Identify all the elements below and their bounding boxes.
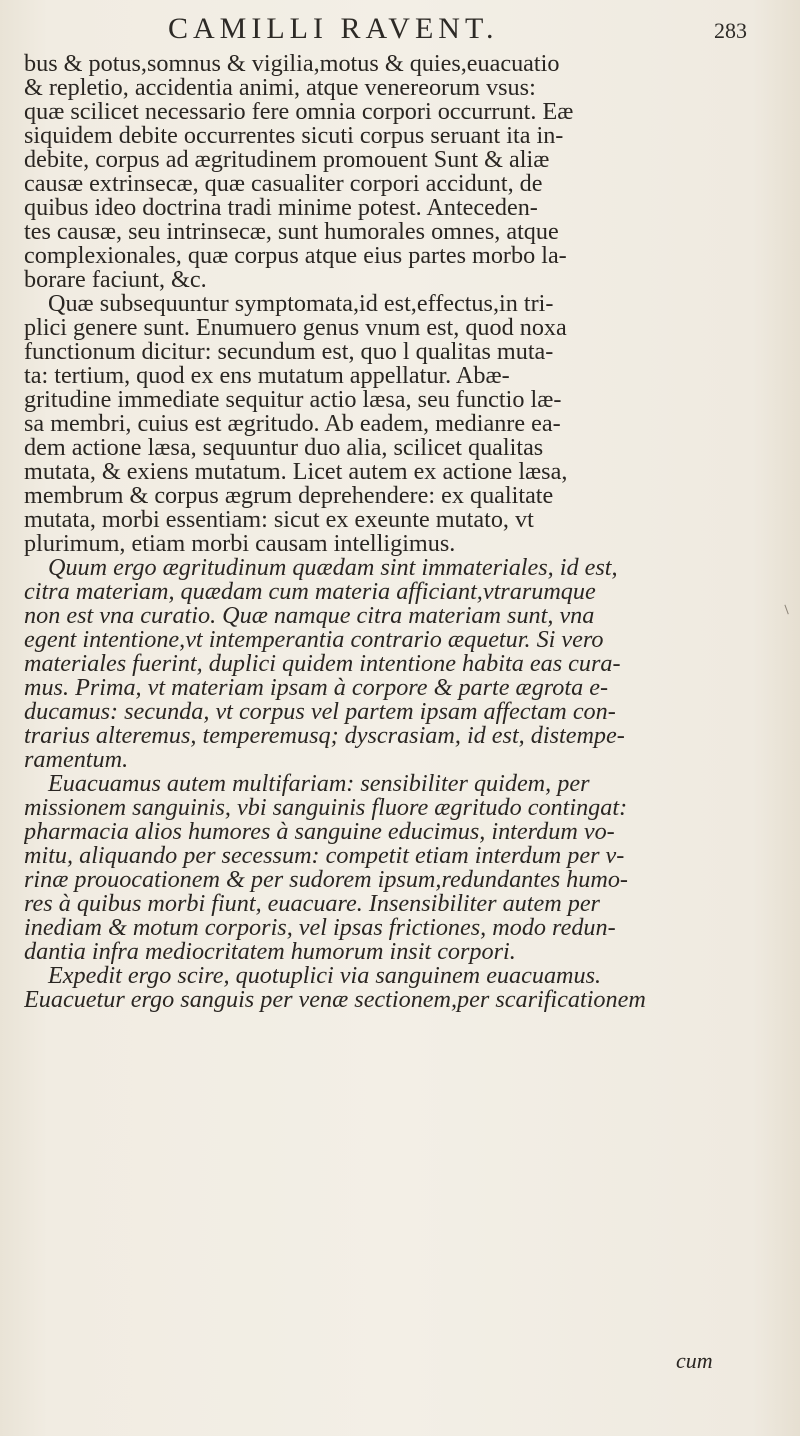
text-line: dem actione læsa, sequuntur duo alia, scilicet qualitas: [24, 436, 544, 460]
text-line: mutata, & exiens mutatum. Licet autem ex actione læsa,: [24, 460, 568, 484]
text-line: ramentum.: [24, 748, 129, 772]
text-line: Quum ergo ægritudinum quædam sint immateriales, id est,: [48, 556, 618, 580]
text-line: plici genere sunt. Enumuero genus vnum est, quod noxa: [24, 316, 567, 340]
text-line: egent intentione,vt intemperantia contrario æquetur. Si vero: [24, 628, 604, 652]
text-line: rinæ prouocationem & per sudorem ipsum,redundantes humo-: [24, 868, 628, 892]
text-line: functionum dicitur: secundum est, quo l qualitas muta-: [24, 340, 554, 364]
text-line: res à quibus morbi fiunt, euacuare. Insensibiliter autem per: [24, 892, 600, 916]
body-text: [24, 52, 772, 1012]
text-line: trarius alteremus, temperemusq; dyscrasiam, id est, distempe-: [24, 724, 625, 748]
text-line: siquidem debite occurrentes sicuti corpus seruant ita in-: [24, 124, 564, 148]
text-line: inediam & motum corporis, vel ipsas frictiones, modo redun-: [24, 916, 616, 940]
text-line: borare faciunt, &c.: [24, 268, 207, 292]
text-line: Expedit ergo scire, quotuplici via sanguinem euacuamus.: [48, 964, 602, 988]
text-line: mutata, morbi essentiam: sicut ex exeunte mutato, vt: [24, 508, 534, 532]
margin-mark: [784, 604, 791, 615]
text-line: causæ extrinsecæ, quæ casualiter corpori accidunt, de: [24, 172, 543, 196]
text-line: bus & potus,somnus & vigilia,motus & quies,euacuatio: [24, 52, 560, 76]
text-line: Quæ subsequuntur symptomata,id est,effectus,in tri-: [48, 292, 554, 316]
text-line: sa membri, cuius est ægritudo. Ab eadem, medianre ea-: [24, 412, 561, 436]
text-line: citra materiam, quædam cum materia afficiant,vtrarumque: [24, 580, 596, 604]
text-line: Euacuamus autem multifariam: sensibiliter quidem, per: [48, 772, 590, 796]
text-line: pharmacia alios humores à sanguine educimus, interdum vo-: [24, 820, 615, 844]
text-line: quæ scilicet necessario fere omnia corpori occurrunt. Eæ: [24, 100, 574, 124]
text-line: dantia infra mediocritatem humorum insit corpori.: [24, 940, 516, 964]
text-line: membrum & corpus ægrum deprehendere: ex qualitate: [24, 484, 554, 508]
text-line: Euacuetur ergo sanguis per venæ sectionem,per scarificationem: [24, 988, 646, 1012]
text-line: quibus ideo doctrina tradi minime potest. Anteceden-: [24, 196, 538, 220]
text-line: tes causæ, seu intrinsecæ, sunt humorales omnes, atque: [24, 220, 559, 244]
text-line: mitu, aliquando per secessum: competit etiam interdum per v-: [24, 844, 625, 868]
text-line: plurimum, etiam morbi causam intelligimus.: [24, 532, 456, 556]
text-line: mus. Prima, vt materiam ipsam à corpore & parte ægrota e-: [24, 676, 609, 700]
text-line: non est vna curatio. Quæ namque citra materiam sunt, vna: [24, 604, 595, 628]
text-line: gritudine immediate sequitur actio læsa, seu functio læ-: [24, 388, 562, 412]
running-head: [0, 12, 800, 50]
catchword: cum: [676, 1348, 713, 1373]
text-line: missionem sanguinis, vbi sanguinis fluore ægritudo contingat:: [24, 796, 628, 820]
text-line: complexionales, quæ corpus atque eius partes morbo la-: [24, 244, 567, 268]
text-line: materiales fuerint, duplici quidem intentione habita eas cura-: [24, 652, 621, 676]
text-line: ta: tertium, quod ex ens mutatum appellatur. Abæ-: [24, 364, 510, 388]
text-line: ducamus: secunda, vt corpus vel partem ipsam affectam con-: [24, 700, 616, 724]
page-number: 283: [714, 18, 747, 43]
text-line: debite, corpus ad ægritudinem promouent Sunt & aliæ: [24, 148, 550, 172]
text-line: & repletio, accidentia animi, atque venereorum vsus:: [24, 76, 536, 100]
running-title: CAMILLI RAVENT.: [168, 12, 499, 45]
